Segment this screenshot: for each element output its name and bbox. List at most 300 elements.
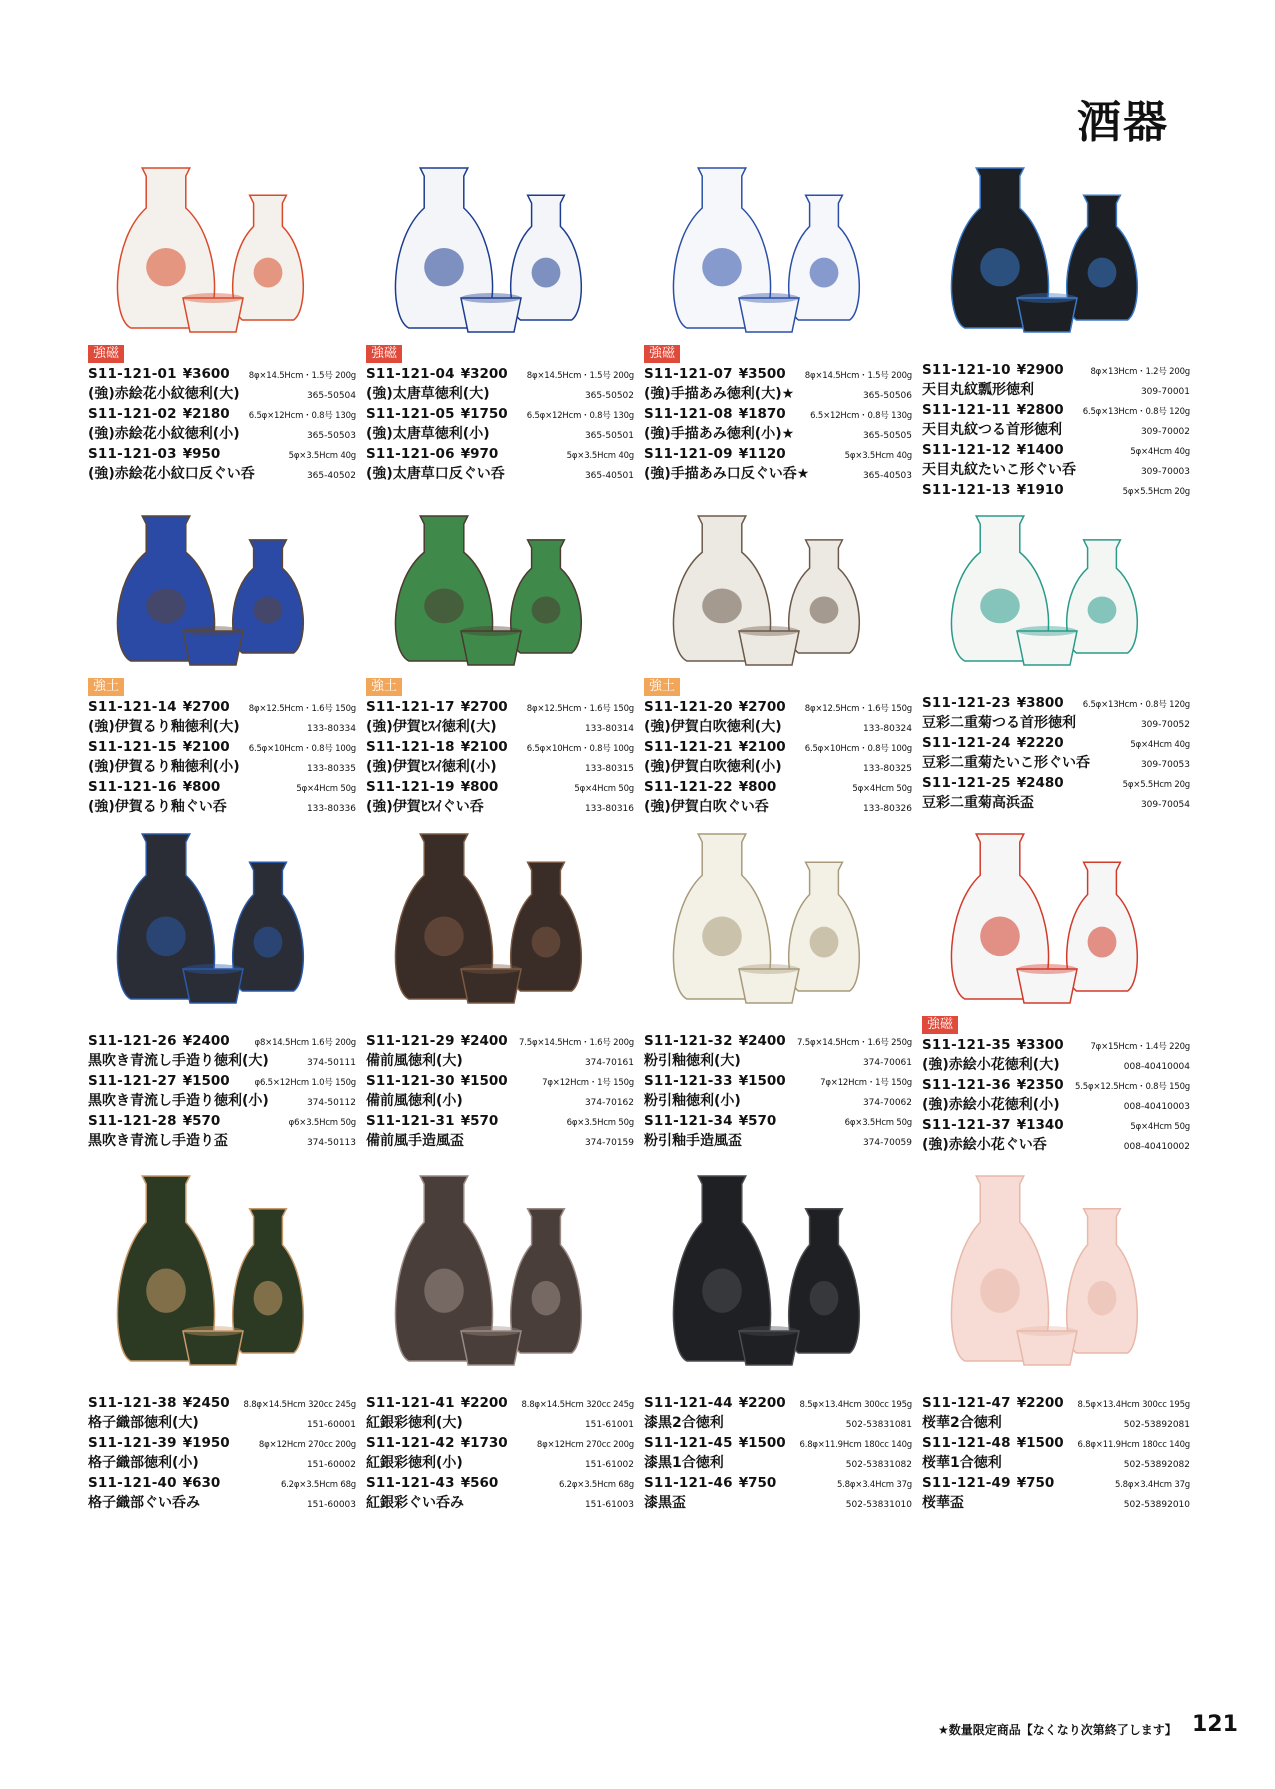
product-photo [644,818,912,1013]
product-spec: 8.8φ×14.5Hcm 320cc 245g [521,1400,634,1410]
product-code-line [922,1117,1190,1136]
product-code: S11-121-10 [922,362,1011,378]
product-spec: 5φ×3.5Hcm 40g [844,451,912,461]
large-bottle-pattern [146,1269,186,1313]
product-name: 紅銀彩ぐい呑み [366,1495,464,1511]
product-jan: 309-70002 [1140,427,1190,437]
sake-set-illustration [88,1160,356,1375]
product-price: ¥2400 [182,1033,230,1049]
cup [739,631,799,665]
product-spec: 8φ×12.5Hcm・1.6号 150g [248,704,356,714]
product-entry [88,739,356,778]
product-price: ¥1500 [738,1435,786,1451]
product-code-line [88,1395,356,1414]
large-bottle-pattern [702,1269,742,1313]
small-bottle-pattern [532,258,561,288]
product-jan: 374-70159 [584,1138,634,1148]
product-name-line [88,465,356,485]
product-entry [644,1475,912,1514]
product-name: (強)伊賀るり釉徳利(大) [88,719,240,735]
product-entry [366,406,634,445]
product-price: ¥2100 [460,739,508,755]
product-entry [88,1073,356,1112]
product-entry [644,1395,912,1434]
product-code: S11-121-48 [922,1435,1011,1451]
product-name-line [922,381,1190,401]
product-price: ¥1750 [460,406,508,422]
product-jan: 151-60002 [306,1460,356,1470]
product-jan: 008-40410003 [1123,1102,1190,1112]
product-price: ¥3800 [1016,695,1064,711]
product-name: (強)手描あみ徳利(小)★ [644,426,795,442]
product-code: S11-121-36 [922,1077,1011,1093]
product-name-line [366,1052,634,1072]
product-code-line [88,366,356,385]
material-tag: 強土 [366,678,402,696]
product-code: S11-121-15 [88,739,177,755]
product-entry [88,1475,356,1514]
product-name: 紅銀彩徳利(大) [366,1415,463,1431]
cup [183,298,243,332]
product-entry [922,695,1190,734]
sake-set-illustration [922,152,1190,342]
material-tag: 強磁 [88,345,124,363]
product-price: ¥3200 [460,366,508,382]
large-bottle-pattern [146,917,186,957]
material-tag: 強磁 [366,345,402,363]
product-spec: 6.5φ×10Hcm・0.8号 100g [804,744,912,754]
product-code: S11-121-22 [644,779,733,795]
product-name-line [366,798,634,818]
product-price: ¥2220 [1016,735,1064,751]
product-entry [366,446,634,485]
product-price: ¥3500 [738,366,786,382]
cup-rim [461,626,521,636]
small-bottle-pattern [810,258,839,288]
product-name-line [644,1454,912,1474]
large-bottle-pattern [702,917,742,957]
product-code-line [88,739,356,758]
product-code-line [922,1395,1190,1414]
product-code: S11-121-32 [644,1033,733,1049]
product-name-line [88,1494,356,1514]
product-price: ¥800 [182,779,221,795]
product-photo [922,818,1190,1013]
cup [1017,298,1077,332]
product-price: ¥2480 [1016,775,1064,791]
small-bottle-pattern [810,1281,839,1316]
tag-spacer [922,1375,1190,1394]
product-entry [88,446,356,485]
product-price: ¥2700 [182,699,230,715]
product-price: ¥750 [738,1475,777,1491]
product-spec: 8φ×12.5Hcm・1.6号 150g [804,704,912,714]
product-entry [644,446,912,485]
small-bottle-pattern [810,927,839,958]
product-code-line [922,1037,1190,1056]
product-spec: 5φ×5.5Hcm 20g [1122,780,1190,790]
large-bottle-pattern [424,248,464,286]
product-spec: 8.8φ×14.5Hcm 320cc 245g [243,1400,356,1410]
product-entry [922,1475,1190,1514]
product-name: 備前風手造風盃 [366,1133,464,1149]
product-cell [366,500,634,818]
material-tag: 強磁 [922,1016,958,1034]
product-name: (強)赤絵花小紋徳利(大) [88,386,240,402]
product-cell [88,500,356,818]
large-bottle-pattern [702,248,742,286]
product-name: (強)赤絵小花徳利(大) [922,1057,1060,1073]
product-name: 天目丸紋つる首形徳利 [922,422,1062,438]
cup-rim [183,626,243,636]
product-code: S11-121-03 [88,446,177,462]
sake-set-illustration [644,152,912,342]
product-name: 桜華盃 [922,1495,964,1511]
product-code: S11-121-44 [644,1395,733,1411]
product-cell [366,818,634,1152]
large-bottle-pattern [146,589,186,624]
product-name: (強)伊賀ﾋｽｲ徳利(大) [366,719,497,735]
cup [739,1331,799,1365]
product-code: S11-121-29 [366,1033,455,1049]
product-jan: 365-50506 [862,391,912,401]
product-code: S11-121-41 [366,1395,455,1411]
product-name: (強)伊賀るり釉ぐい呑 [88,799,227,815]
product-name: 格子織部徳利(大) [88,1415,199,1431]
product-name-line [88,1092,356,1112]
product-code: S11-121-27 [88,1073,177,1089]
product-spec: 5φ×4Hcm 40g [1130,740,1190,750]
cup-rim [1017,293,1077,303]
product-name: 漆黒1合徳利 [644,1455,724,1471]
product-code: S11-121-17 [366,699,455,715]
product-entry [366,739,634,778]
product-name-line [366,1454,634,1474]
product-jan: 309-70001 [1140,387,1190,397]
product-name-line [644,758,912,778]
product-jan: 008-40410002 [1123,1142,1190,1152]
product-code: S11-121-06 [366,446,455,462]
product-name-line [366,1414,634,1434]
product-name: 黒吹き青流し手造り徳利(大) [88,1053,269,1069]
cup [461,969,521,1003]
cup [1017,1331,1077,1365]
cup [183,969,243,1003]
product-entry [88,1033,356,1072]
product-name-line [644,425,912,445]
material-tag: 強磁 [644,345,680,363]
product-code: S11-121-40 [88,1475,177,1491]
product-code: S11-121-31 [366,1113,455,1129]
product-entry [922,735,1190,774]
tag-spacer [88,1375,356,1394]
product-code-line [922,1475,1190,1494]
product-spec: 5φ×3.5Hcm 40g [566,451,634,461]
product-spec: 5φ×4Hcm 50g [1130,1122,1190,1132]
product-price: ¥750 [1016,1475,1055,1491]
product-jan: 133-80314 [584,724,634,734]
cup-rim [739,1326,799,1336]
cup-rim [461,1326,521,1336]
product-jan: 374-70061 [862,1058,912,1068]
product-name: 黒吹き青流し手造り徳利(小) [88,1093,269,1109]
product-entry [366,699,634,738]
product-code-line [366,1033,634,1052]
cup [461,1331,521,1365]
product-cell [88,818,356,1152]
product-jan: 133-80336 [306,804,356,814]
product-price: ¥2200 [1016,1395,1064,1411]
product-spec: 6.5×12Hcm・0.8号 130g [810,411,912,421]
product-entry [88,779,356,818]
product-spec: 6.8φ×11.9Hcm 180cc 140g [799,1440,912,1450]
product-price: ¥2900 [1016,362,1064,378]
product-code-line [88,446,356,465]
product-code-line [88,699,356,718]
product-price: ¥2800 [1016,402,1064,418]
product-entry [366,1113,634,1152]
product-spec: 8.5φ×13.4Hcm 300cc 195g [799,1400,912,1410]
sake-set-illustration [366,152,634,342]
product-spec: 5.8φ×3.4Hcm 37g [836,1480,912,1490]
product-spec: 6.2φ×3.5Hcm 68g [558,1480,634,1490]
product-spec: 7.5φ×14.5Hcm・1.6号 200g [519,1038,634,1048]
product-code: S11-121-14 [88,699,177,715]
product-name-line [644,1494,912,1514]
product-name-line [366,1494,634,1514]
product-code: S11-121-08 [644,406,733,422]
product-spec: 5φ×4Hcm 50g [296,784,356,794]
product-name-line [922,1494,1190,1514]
product-entry [922,1077,1190,1116]
product-name-line [88,798,356,818]
product-price: ¥630 [182,1475,221,1491]
product-code: S11-121-38 [88,1395,177,1411]
large-bottle-pattern [424,589,464,624]
product-jan: 309-70052 [1140,720,1190,730]
product-spec: 7φ×15Hcm・1.4号 220g [1090,1042,1190,1052]
product-code: S11-121-33 [644,1073,733,1089]
product-jan: 133-80316 [584,804,634,814]
product-jan: 374-70062 [862,1098,912,1108]
product-jan: 502-53892082 [1123,1460,1190,1470]
product-code: S11-121-37 [922,1117,1011,1133]
product-spec: 7φ×12Hcm・1号 150g [820,1078,912,1088]
product-name-line [644,1414,912,1434]
product-code: S11-121-28 [88,1113,177,1129]
product-entry [88,1113,356,1152]
cup [183,631,243,665]
product-jan: 365-50503 [306,431,356,441]
product-price: ¥1870 [738,406,786,422]
product-cell [922,818,1190,1156]
product-price: ¥2100 [182,739,230,755]
cup-rim [1017,1326,1077,1336]
product-spec: 8φ×14.5Hcm・1.5号 200g [248,371,356,381]
cup-rim [739,964,799,974]
product-jan: 151-61001 [584,1420,634,1430]
product-name: (強)太唐草口反ぐい呑 [366,466,505,482]
product-name: 漆黒盃 [644,1495,686,1511]
product-entry [644,406,912,445]
product-name: (強)赤絵小花徳利(小) [922,1097,1060,1113]
product-code: S11-121-20 [644,699,733,715]
product-code-line [922,1077,1190,1096]
tag-spacer [366,1013,634,1032]
cup-rim [183,293,243,303]
tag-spacer [922,342,1190,361]
product-entry [366,1435,634,1474]
product-code-line [922,775,1190,794]
product-code-line [366,1073,634,1092]
page-number: 121 [1192,1712,1238,1737]
small-bottle-pattern [532,927,561,958]
product-name: 黒吹き青流し手造り盃 [88,1133,228,1149]
product-code: S11-121-12 [922,442,1011,458]
product-entry [366,1073,634,1112]
product-code-line [88,1033,356,1052]
product-code: S11-121-42 [366,1435,455,1451]
product-code: S11-121-16 [88,779,177,795]
product-name: (強)赤絵小花ぐい呑 [922,1137,1047,1153]
product-code-line [366,1395,634,1414]
product-name: (強)伊賀るり釉徳利(小) [88,759,240,775]
large-bottle-pattern [146,248,186,286]
product-name-line [922,1454,1190,1474]
product-price: ¥970 [460,446,499,462]
product-name-line [88,1132,356,1152]
product-spec: 6.5φ×12Hcm・0.8号 130g [248,411,356,421]
small-bottle-pattern [254,258,283,288]
product-cell [644,152,912,485]
small-bottle-pattern [810,596,839,623]
product-name-line [922,1056,1190,1076]
product-code: S11-121-25 [922,775,1011,791]
product-cell [88,1160,356,1514]
product-code: S11-121-02 [88,406,177,422]
product-name-line [88,1052,356,1072]
product-entry [366,1395,634,1434]
product-price: ¥1400 [1016,442,1064,458]
small-bottle-pattern [1088,596,1117,623]
product-name: 天目丸紋たいこ形ぐい呑 [922,462,1076,478]
product-code: S11-121-39 [88,1435,177,1451]
product-price: ¥1500 [182,1073,230,1089]
product-code: S11-121-21 [644,739,733,755]
product-code-line [366,1113,634,1132]
product-code-line [922,482,1190,501]
product-jan: 502-53831082 [845,1460,912,1470]
product-code: S11-121-47 [922,1395,1011,1411]
product-code-line [644,1113,912,1132]
product-entry [922,1435,1190,1474]
tag-spacer [644,1375,912,1394]
product-photo [644,500,912,675]
product-code: S11-121-30 [366,1073,455,1089]
small-bottle-pattern [1088,1281,1117,1316]
product-spec: 5.5φ×12.5Hcm・0.8号 150g [1075,1082,1190,1092]
product-name-line [922,714,1190,734]
product-spec: 6.8φ×11.9Hcm 180cc 140g [1077,1440,1190,1450]
product-entry [922,775,1190,814]
product-spec: φ6×3.5Hcm 50g [288,1118,356,1128]
product-code-line [366,739,634,758]
product-name: 粉引釉手造風盃 [644,1133,742,1149]
product-code-line [88,1435,356,1454]
product-code-line [644,1033,912,1052]
product-jan: 133-80315 [584,764,634,774]
product-jan: 365-40501 [584,471,634,481]
product-code: S11-121-45 [644,1435,733,1451]
product-photo [88,818,356,1013]
product-spec: 7.5φ×14.5Hcm・1.6号 250g [797,1038,912,1048]
product-spec: 8φ×13Hcm・1.2号 200g [1090,367,1190,377]
product-price: ¥2200 [738,1395,786,1411]
product-entry [366,366,634,405]
cup-rim [1017,626,1077,636]
cup-rim [739,293,799,303]
product-entry [88,1435,356,1474]
cup [1017,969,1077,1003]
product-code-line [88,779,356,798]
product-jan: 309-70054 [1140,800,1190,810]
product-jan: 151-61003 [584,1500,634,1510]
product-name-line [366,425,634,445]
cup-rim [183,1326,243,1336]
tag-spacer [366,1375,634,1394]
product-entry [644,699,912,738]
product-code-line [366,699,634,718]
large-bottle-pattern [980,1269,1020,1313]
product-price: ¥2100 [738,739,786,755]
sake-set-illustration [644,818,912,1013]
product-jan: 133-80324 [862,724,912,734]
cup [461,631,521,665]
product-name-line [88,718,356,738]
product-code-line [922,362,1190,381]
sake-set-illustration [922,1160,1190,1375]
product-entry [366,1033,634,1072]
product-name-line [366,718,634,738]
sake-set-illustration [88,818,356,1013]
product-entry [88,1395,356,1434]
product-jan: 365-50502 [584,391,634,401]
small-bottle-pattern [532,1281,561,1316]
small-bottle-pattern [532,596,561,623]
small-bottle-pattern [254,1281,283,1316]
sake-set-illustration [922,818,1190,1013]
product-price: ¥2700 [738,699,786,715]
product-name: (強)伊賀白吹徳利(小) [644,759,782,775]
product-photo [366,500,634,675]
product-price: ¥1500 [460,1073,508,1089]
product-code-line [644,1435,912,1454]
large-bottle-pattern [424,1269,464,1313]
product-entry [88,699,356,738]
product-code-line [644,699,912,718]
product-price: ¥3600 [182,366,230,382]
product-name-line [88,385,356,405]
product-code-line [366,779,634,798]
product-spec: 8φ×12Hcm 270cc 200g [536,1440,634,1450]
product-photo [366,1160,634,1375]
product-name: (強)伊賀ﾋｽｲぐい呑 [366,799,484,815]
product-spec: 8φ×12.5Hcm・1.6号 150g [526,704,634,714]
small-bottle-pattern [254,596,283,623]
product-name: 桜華2合徳利 [922,1415,1002,1431]
product-jan: 309-70003 [1140,467,1190,477]
product-spec: 5φ×5.5Hcm 20g [1122,487,1190,497]
